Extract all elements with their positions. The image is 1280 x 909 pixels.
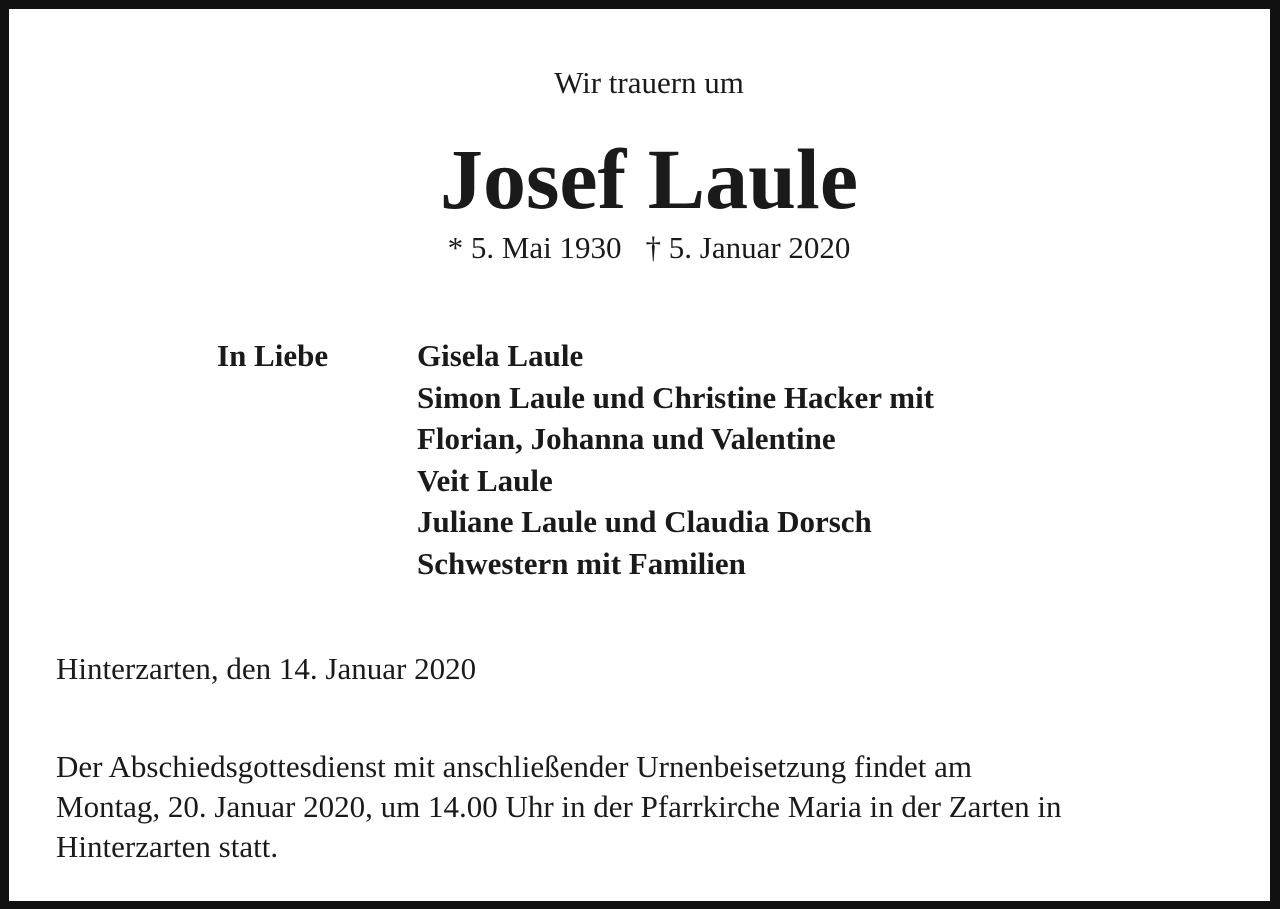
life-dates — [9, 228, 1280, 268]
intro-text: Wir trauern um — [554, 65, 744, 100]
mourner-item: Juliane Laule und Claudia Dorsch — [417, 504, 872, 539]
mourner-item: Gisela Laule — [417, 338, 584, 373]
service-line: Hinterzarten statt. — [56, 829, 279, 864]
mourner-item: Veit Laule — [417, 462, 553, 498]
service-announcement — [56, 747, 1236, 867]
service-line: Der Abschiedsgottesdienst mit anschließender Urnenbeisetzung findet am — [56, 749, 972, 784]
mourner-item: Florian, Johanna und Valentine — [417, 421, 836, 456]
mourner-item: Schwestern mit Familien — [417, 545, 746, 581]
death-date: † 5. Januar 2020 — [645, 230, 851, 265]
mourner-item: Simon Laule und Christine Hacker mit — [417, 379, 935, 415]
mourners-list — [417, 335, 934, 584]
service-line: Montag, 20. Januar 2020, um 14.00 Uhr in der Pfarrkirche Maria in der Zarten in — [56, 789, 1062, 824]
mourners-label: In Liebe — [217, 338, 329, 373]
deceased-name: Josef Laule — [439, 131, 859, 227]
place-and-date: Hinterzarten, den 14. Januar 2020 — [56, 651, 477, 686]
birth-date: * 5. Mai 1930 — [447, 230, 622, 265]
